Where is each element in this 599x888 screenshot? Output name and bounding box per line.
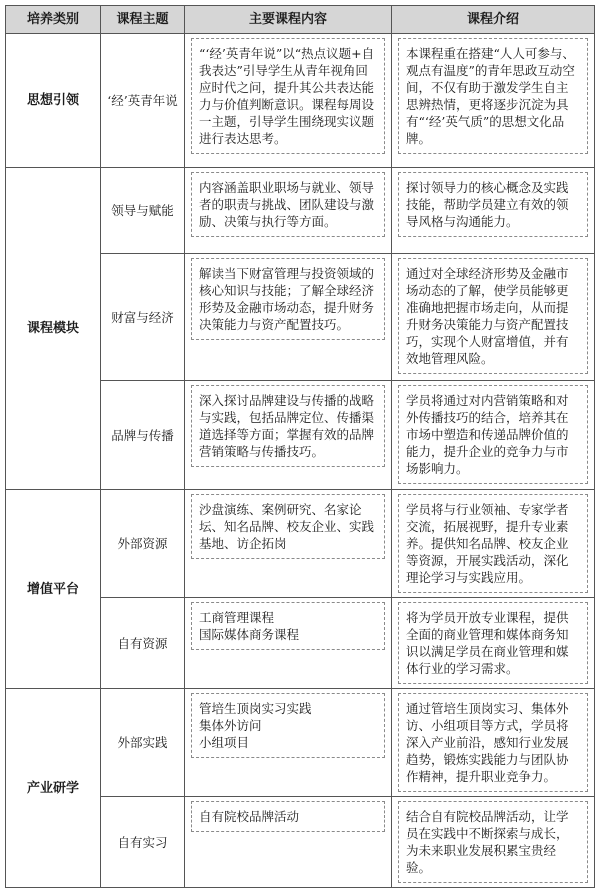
- topic-cell: 领导与赋能: [101, 168, 185, 254]
- content-text: 工商管理课程 国际媒体商务课程: [199, 610, 300, 642]
- content-text: 管培生顶岗实习实践 集体外访问 小组项目: [199, 701, 312, 750]
- content-cell: [185, 254, 392, 381]
- table-row: [6, 34, 595, 168]
- category-cell: 产业研学: [6, 689, 101, 888]
- intro-cell: [392, 689, 595, 797]
- content-text: 沙盘演练、案例研究、名家论坛、知名品牌、校友企业、实践基地、访企拓岗: [199, 502, 375, 551]
- table-row: [6, 490, 595, 598]
- content-cell: [185, 689, 392, 797]
- content-text: “‘经’英青年说”以“热点议题+自我表达”引导学生从青年视角回应时代之问，提升其公共表达能力与价值判断意识。课程每周设一主题，引导学生围绕现实议题进行表达思考。: [199, 46, 375, 146]
- content-cell: [185, 34, 392, 168]
- intro-cell: [392, 797, 595, 888]
- header-topic: 课程主题: [101, 6, 185, 34]
- topic-cell: 品牌与传播: [101, 381, 185, 490]
- intro-text: 结合自有院校品牌活动，让学员在实践中不断探索与成长，为未来职业发展积累宝贵经验。: [406, 809, 569, 875]
- topic-cell: 自有实习: [101, 797, 185, 888]
- header-category: 培养类别: [6, 6, 101, 34]
- content-cell: [185, 168, 392, 254]
- content-cell: [185, 797, 392, 888]
- category-cell: 增值平台: [6, 490, 101, 689]
- category-cell: 思想引领: [6, 34, 101, 168]
- content-text: 自有院校品牌活动: [199, 809, 300, 824]
- content-cell: [185, 490, 392, 598]
- intro-text: 学员将通过对内营销策略和对外传播技巧的结合，培养其在市场中塑造和传递品牌价值的能力，提升企业的竞争力与市场影响力。: [406, 393, 569, 476]
- content-text: 内容涵盖职业职场与就业、领导者的职责与挑战、团队建设与激励、决策与执行等方面。: [199, 180, 375, 229]
- intro-cell: [392, 490, 595, 598]
- intro-text: 探讨领导力的核心概念及实践技能，帮助学员建立有效的领导风格与沟通能力。: [406, 180, 569, 229]
- table-row: [6, 168, 595, 254]
- content-text: 解读当下财富管理与投资领域的核心知识与技能；了解全球经济形势及金融市场动态，提升财务决策能力与资产配置技巧。: [199, 266, 375, 332]
- intro-cell: [392, 34, 595, 168]
- intro-text: 通过管培生顶岗实习、集体外访、小组项目等方式，学员将深入产业前沿，感知行业发展趋势，锻炼实践能力与团队协作精神，提升职业竞争力。: [406, 701, 569, 784]
- content-text: 深入探讨品牌建设与传播的战略与实践，包括品牌定位、传播渠道选择等方面；掌握有效的品牌营销策略与传播技巧。: [199, 393, 375, 459]
- header-row: [6, 6, 595, 34]
- table-row: [6, 689, 595, 797]
- topic-cell: 外部资源: [101, 490, 185, 598]
- intro-text: 本课程重在搭建“人人可参与、观点有温度”的青年思政互动空间，不仅有助于激发学生自主思辨热情，更将逐步沉淀为具有“‘经’英气质”的思想文化品牌。: [406, 46, 575, 146]
- header-content: 主要课程内容: [185, 6, 392, 34]
- content-cell: [185, 598, 392, 689]
- intro-cell: [392, 381, 595, 490]
- category-cell: 课程模块: [6, 168, 101, 490]
- intro-text: 将为学员开放专业课程，提供全面的商业管理和媒体商务知识以满足学员在商业管理和媒体行业的学习需求。: [406, 610, 569, 676]
- topic-cell: 外部实践: [101, 689, 185, 797]
- intro-cell: [392, 598, 595, 689]
- intro-cell: [392, 168, 595, 254]
- header-intro: 课程介绍: [392, 6, 595, 34]
- topic-cell: 财富与经济: [101, 254, 185, 381]
- topic-cell: ‘经’英青年说: [101, 34, 185, 168]
- topic-cell: 自有资源: [101, 598, 185, 689]
- intro-text: 学员将与行业领袖、专家学者交流，拓展视野，提升专业素养。提供知名品牌、校友企业等资源，开展实践活动，深化理论学习与实践应用。: [406, 502, 569, 585]
- curriculum-table: [5, 5, 595, 888]
- intro-text: 通过对全球经济形势及金融市场动态的了解，使学员能够更准确地把握市场走向，从而提升财务决策能力与资产配置技巧，实现个人财富增值，并有效地管理风险。: [406, 266, 569, 366]
- intro-cell: [392, 254, 595, 381]
- content-cell: [185, 381, 392, 490]
